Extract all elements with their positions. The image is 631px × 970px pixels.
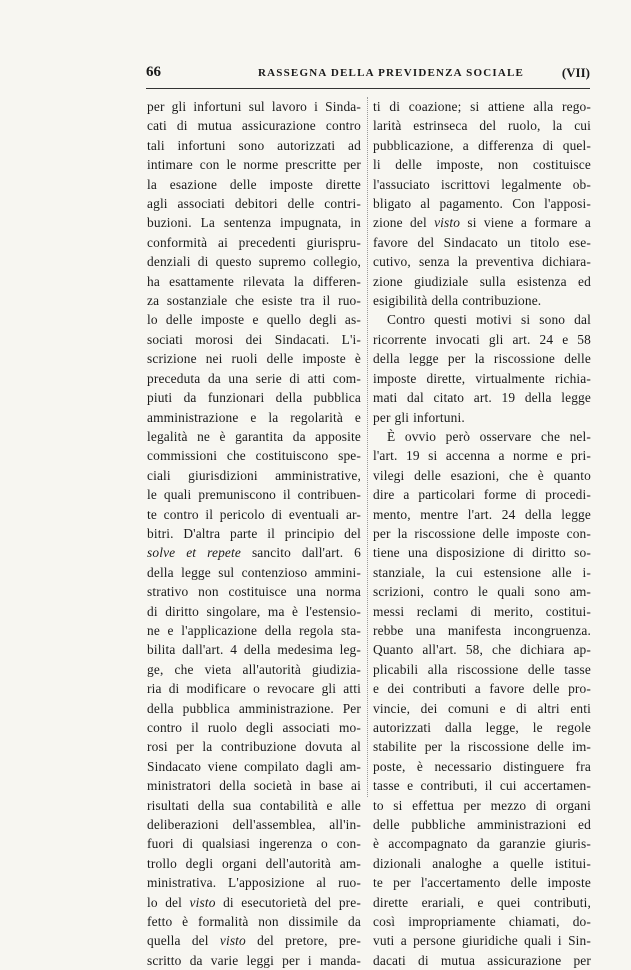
text-line: l'assuciato iscrittovi legalmente ob- bbox=[373, 176, 591, 192]
text-line: risultati della sua contabilità e alle bbox=[147, 797, 361, 813]
text-line: esigibilità della contribuzione. bbox=[373, 293, 542, 309]
text-line: buzioni. La sentenza impugnata, in bbox=[147, 215, 361, 231]
text-line: Contro questi motivi si sono dal bbox=[387, 312, 591, 328]
text-line: te contro il pericolo di eventuali ar- bbox=[147, 506, 361, 522]
text-line: cutivo, senza la preventiva dichiara- bbox=[373, 254, 591, 270]
text-line: messi reclami di merito, costitui- bbox=[373, 603, 591, 619]
text-line: della pubblica amministrazione. Per bbox=[147, 700, 361, 716]
text-line: rosi per la contribuzione dovuta al bbox=[147, 739, 361, 755]
left-text-column bbox=[147, 97, 361, 970]
text-line: larità estrinseca del ruolo, la cui bbox=[373, 118, 591, 134]
text-line: l'art. 19 si accenna a norme e pri- bbox=[373, 448, 591, 464]
text-line: te per l'accertamento delle imposte bbox=[373, 875, 591, 891]
text-line: dizionali analoghe a quelle istitui- bbox=[373, 855, 591, 871]
text-line: plicabili alla riscossione delle tasse bbox=[373, 661, 591, 677]
text-line: contro il ruolo degli associati mo- bbox=[147, 720, 361, 735]
text-line: bilita dall'art. 4 della medesima leg- bbox=[147, 642, 361, 658]
text-line: mati dal citato art. 19 della legge bbox=[373, 390, 591, 406]
text-line: bitri. D'altra parte il principio del bbox=[147, 525, 361, 541]
text-line: to si effettua per mezzo di organi bbox=[373, 797, 591, 813]
text-line: dirette erariali, e quei contributi, bbox=[373, 894, 591, 910]
text-line: ministratori della società in base ai bbox=[147, 778, 361, 794]
text-line: za sostanziale che esiste tra il ruo- bbox=[147, 293, 361, 309]
text-line: delle pubbliche amministrazioni ed bbox=[373, 817, 591, 833]
text-line: è accompagnato da garanzie giuris- bbox=[373, 836, 591, 852]
section-number: (VII) bbox=[561, 65, 590, 80]
text-line: legalità ne è garantita da apposite bbox=[147, 428, 361, 444]
running-title: RASSEGNA DELLA PREVIDENZA SOCIALE bbox=[258, 67, 525, 79]
text-line: trollo degli organi dell'autorità am- bbox=[147, 855, 361, 871]
text-line: Sindacato viene compilato dagli am- bbox=[147, 758, 361, 774]
text-line: autorizzati dalla legge, le regole bbox=[373, 720, 591, 735]
text-line: dacati di mutua assicurazione per bbox=[373, 952, 591, 968]
text-line: mento, mentre l'art. 24 della legge bbox=[373, 506, 591, 522]
text-line: rebbe una manifesta incongruenza. bbox=[373, 622, 591, 638]
text-line: favore del Sindacato un titolo ese- bbox=[373, 234, 591, 250]
column-divider bbox=[367, 97, 368, 797]
text-line: tali infortuni sono autorizzati ad bbox=[147, 137, 361, 153]
text-line: preceduta da una serie di atti com- bbox=[147, 370, 361, 386]
text-line: bligato al pagamento. Con l'apposi- bbox=[373, 196, 591, 212]
text-line: zione giudiziale sulla esistenza ed bbox=[373, 273, 591, 289]
text-line: ricorrente invocati gli art. 24 e 58 bbox=[373, 331, 591, 347]
text-line: li delle imposte, non costituisce bbox=[373, 157, 591, 173]
text-line: deliberazioni dell'assemblea, all'in- bbox=[147, 817, 361, 833]
text-line: cati di mutua assicurazione contro bbox=[147, 118, 361, 134]
text-line: scritto da varie leggi per i manda- bbox=[147, 952, 361, 968]
text-line: così impropriamente chiamati, do- bbox=[373, 914, 591, 930]
text-line: zione del visto si viene a formare a bbox=[373, 215, 591, 231]
text-line: piuti da funzionari della pubblica bbox=[147, 390, 361, 406]
text-line: vuti a persone giuridiche quali i Sin- bbox=[373, 933, 591, 949]
text-line: fetto è formalità non dissimile da bbox=[147, 914, 361, 930]
text-line: di diritto singolare, ma è l'estensio- bbox=[147, 603, 361, 619]
text-line: per gli infortuni. bbox=[373, 409, 465, 425]
text-line: imposte dirette, virtualmente richia- bbox=[373, 370, 591, 386]
text-line: scrizioni, contro le quali sono am- bbox=[373, 584, 591, 600]
text-line: ha esattamente rilevata la differen- bbox=[147, 273, 361, 289]
text-line: Quanto all'art. 58, che dichiara ap- bbox=[373, 642, 591, 658]
text-line: per gli infortuni sul lavoro i Sinda- bbox=[147, 99, 361, 114]
text-line: È ovvio però osservare che nel- bbox=[387, 428, 591, 444]
text-line: stabilite per la riscossione delle im- bbox=[373, 739, 591, 755]
text-line: ge, che vieta all'autorità giudizia- bbox=[147, 661, 361, 677]
text-line: pubblicazione, a differenza di quel- bbox=[373, 137, 591, 153]
text-line: ria di modificare o revocare gli atti bbox=[147, 681, 361, 697]
text-line: lo delle imposte e quello degli as- bbox=[147, 312, 361, 328]
text-line: conformità ai precedenti giurispru- bbox=[147, 234, 361, 250]
header-rule bbox=[146, 88, 590, 89]
text-line: solve et repete sancito dall'art. 6 bbox=[147, 545, 361, 561]
text-line: tasse e contributi, il cui accertamen- bbox=[373, 778, 591, 794]
text-line: e dei contributi a favore delle pro- bbox=[373, 681, 591, 697]
text-line: della legge sul contenzioso ammini- bbox=[147, 564, 361, 580]
text-line: ministrativa. L'apposizione al ruo- bbox=[147, 875, 361, 891]
right-text-column bbox=[373, 97, 591, 970]
text-line: vilegi delle esazioni, che è quanto bbox=[373, 467, 591, 483]
text-line: intimare con le norme prescritte per bbox=[147, 157, 361, 173]
text-line: ciali giurisdizioni amministrative, bbox=[147, 467, 361, 483]
running-header bbox=[146, 64, 590, 84]
text-line: la esazione delle imposte dirette bbox=[147, 176, 361, 192]
text-line: strativo non costituisce una norma bbox=[147, 584, 361, 600]
text-line: poste, è necessario distinguere fra bbox=[373, 758, 591, 774]
text-line: scrizione nei ruoli delle imposte è bbox=[147, 351, 361, 367]
text-line: quella del visto del pretore, pre- bbox=[147, 933, 361, 949]
text-line: della legge per la riscossione delle bbox=[373, 351, 591, 367]
text-line: stanziale, la cui estensione alle i- bbox=[373, 564, 591, 580]
text-line: tiene una disposizione di diritto so- bbox=[373, 545, 591, 561]
text-line: lo del visto di esecutorietà del pre- bbox=[147, 894, 361, 910]
text-line: fuori di qualsiasi ingerenza o con- bbox=[147, 836, 361, 852]
text-line: ti di coazione; si attiene alla rego- bbox=[373, 99, 591, 114]
text-line: sociati morosi dei Sindacati. L'i- bbox=[147, 331, 361, 347]
text-line: le quali premuniscono il contribuen- bbox=[147, 487, 361, 503]
text-line: ne e l'applicazione della regola sta- bbox=[147, 622, 361, 638]
page-number: 66 bbox=[146, 64, 161, 80]
text-line: vincie, dei comuni e di altri enti bbox=[373, 700, 591, 716]
text-line: dire a particolari forme di procedi- bbox=[373, 487, 591, 503]
text-line: denziali di questo supremo collegio, bbox=[147, 254, 361, 270]
text-line: agli associati debitori delle contri- bbox=[147, 196, 361, 212]
text-line: amministrazione e la regolarità e bbox=[147, 409, 361, 425]
text-line: per la riscossione delle imposte con- bbox=[373, 525, 591, 541]
text-line: commissioni che costituiscono spe- bbox=[147, 448, 361, 464]
